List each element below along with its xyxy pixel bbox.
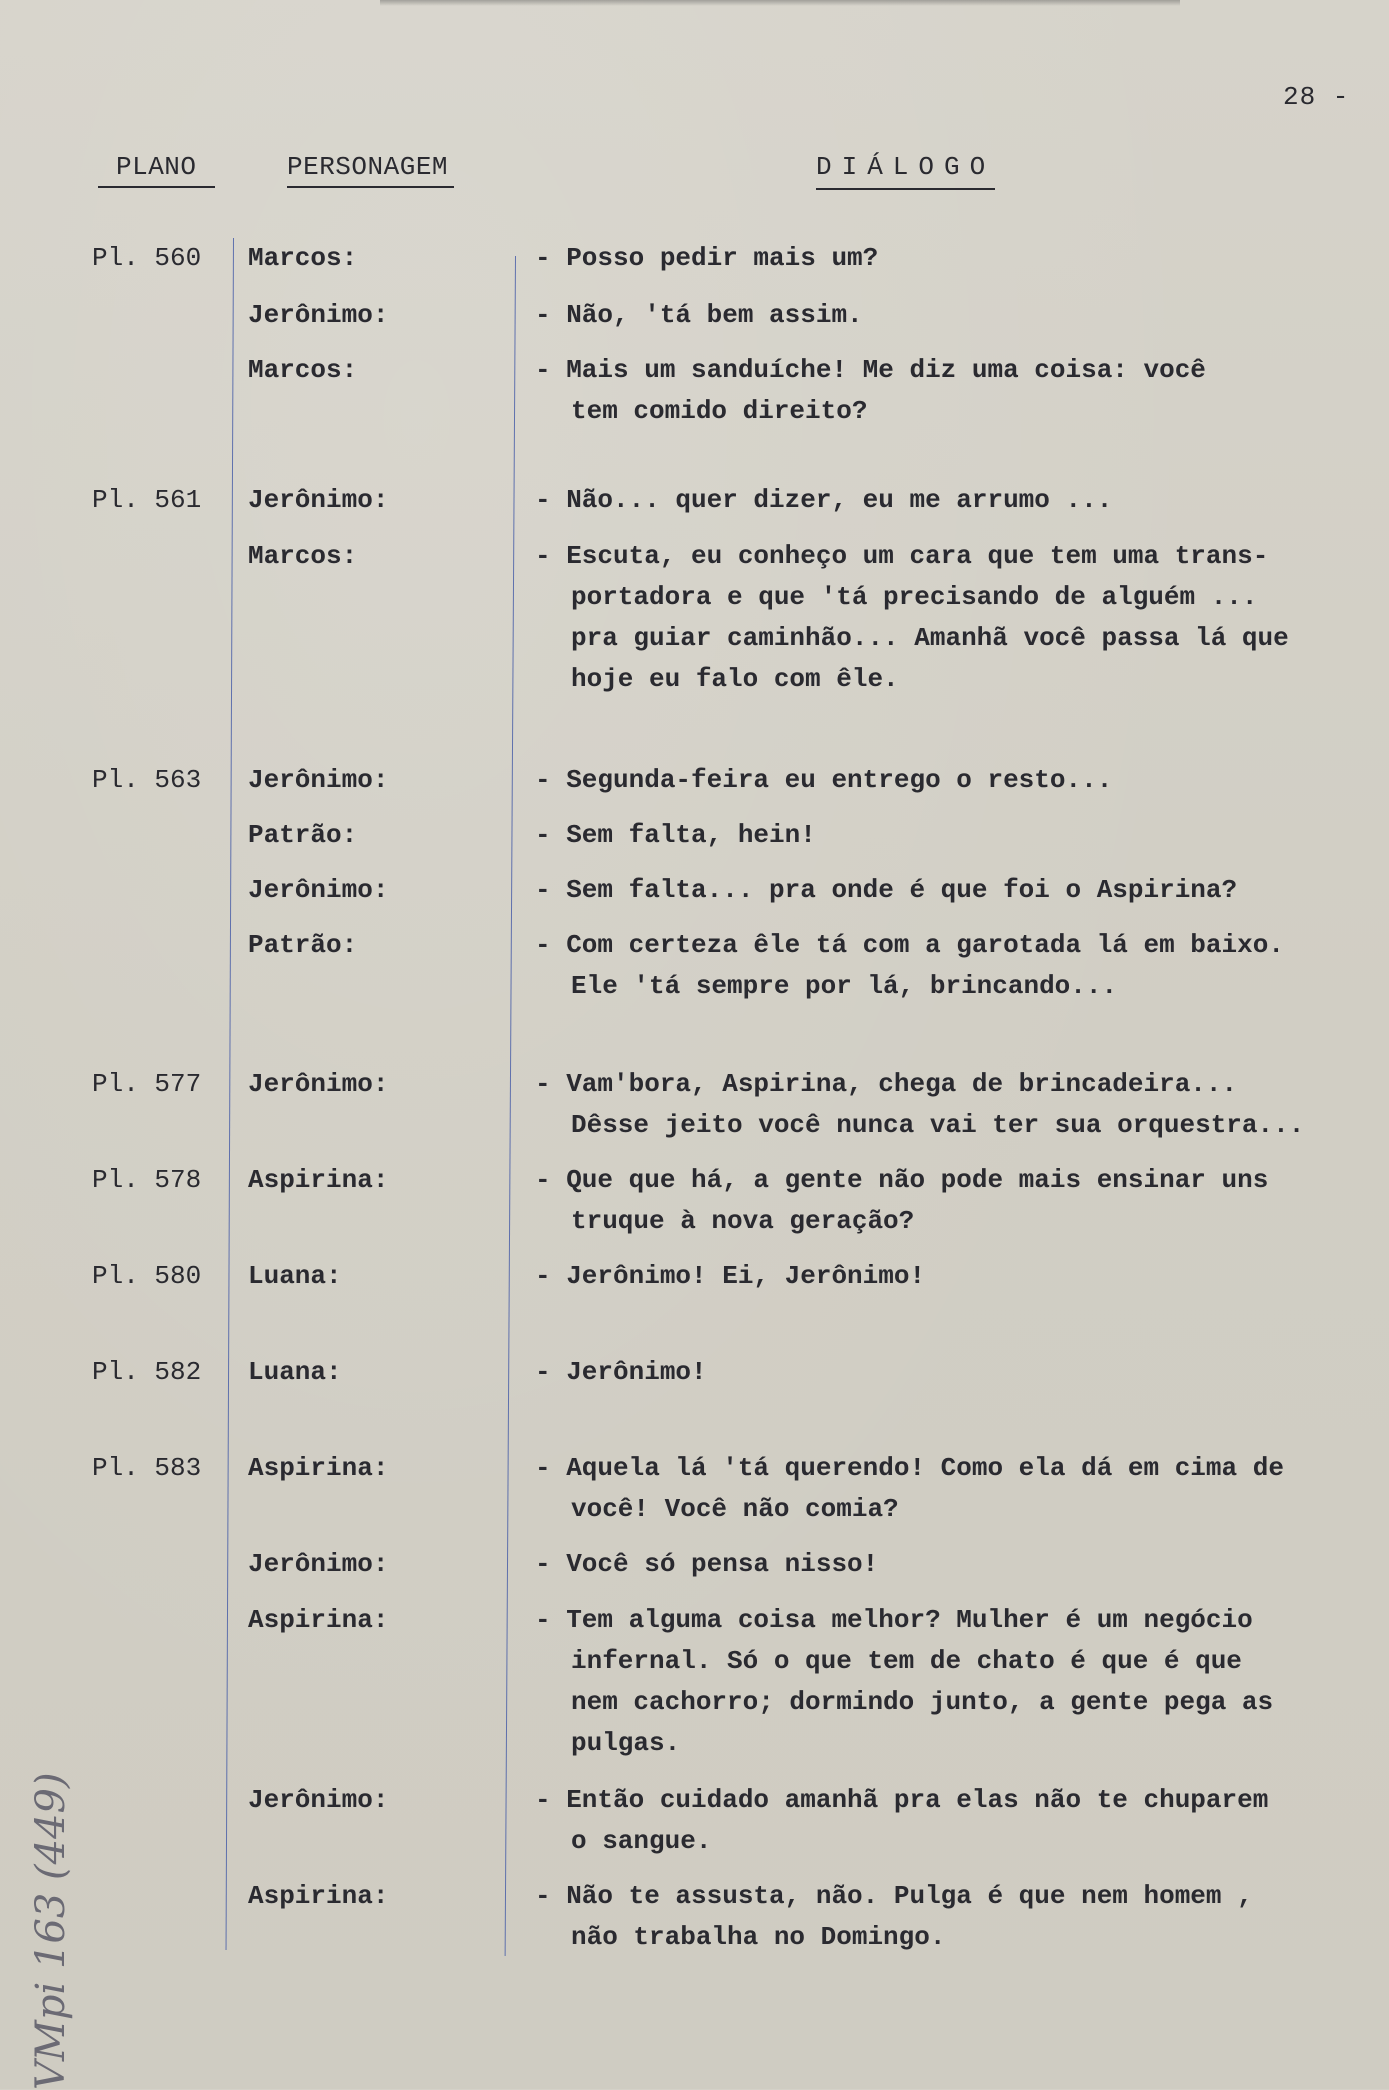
dialogue-line: - Jerônimo!: [535, 1357, 707, 1387]
dialogue-line: pulgas.: [571, 1728, 681, 1758]
dialogue-line: - Então cuidado amanhã pra elas não te chuparem: [535, 1785, 1269, 1815]
character-name: Marcos:: [248, 541, 358, 571]
dialogue-line: Dêsse jeito você nunca vai ter sua orquestra...: [571, 1110, 1305, 1140]
scan-edge-shadow: [380, 0, 1180, 6]
character-name: Jerônimo:: [248, 765, 389, 795]
plano-number: Pl. 560: [92, 243, 202, 273]
handwritten-archive-note: VMpi 163 (449): [28, 1772, 74, 2090]
dialogue-line: - Não, 'tá bem assim.: [535, 300, 863, 330]
dialogue-line: - Escuta, eu conheço um cara que tem uma trans-: [535, 541, 1269, 571]
character-name: Aspirina:: [248, 1881, 389, 1911]
character-name: Patrão:: [248, 820, 358, 850]
dialogue-line: não trabalha no Domingo.: [571, 1922, 946, 1952]
dialogue-line: - Jerônimo! Ei, Jerônimo!: [535, 1261, 926, 1291]
plano-number: Pl. 583: [92, 1453, 202, 1483]
plano-number: Pl. 577: [92, 1069, 202, 1099]
header-personagem: PERSONAGEM: [287, 152, 449, 182]
dialogue-line: - Aquela lá 'tá querendo! Como ela dá em cima de: [535, 1453, 1284, 1483]
dialogue-line: - Não... quer dizer, eu me arrumo ...: [535, 485, 1113, 515]
character-name: Jerônimo:: [248, 1069, 389, 1099]
dialogue-line: Ele 'tá sempre por lá, brincando...: [571, 971, 1118, 1001]
dialogue-line: você! Você não comia?: [571, 1494, 899, 1524]
character-name: Jerônimo:: [248, 1785, 389, 1815]
dialogue-line: - Mais um sanduíche! Me diz uma coisa: você: [535, 355, 1206, 385]
character-name: Jerônimo:: [248, 1549, 389, 1579]
character-name: Patrão:: [248, 930, 358, 960]
dialogue-line: - Sem falta, hein!: [535, 820, 816, 850]
plano-number: Pl. 563: [92, 765, 202, 795]
dialogue-line: - Que que há, a gente não pode mais ensinar uns: [535, 1165, 1269, 1195]
dialogue-line: - Vam'bora, Aspirina, chega de brincadeira...: [535, 1069, 1238, 1099]
header-dialogo: DIÁLOGO: [816, 152, 996, 182]
dialogue-line: - Com certeza êle tá com a garotada lá em baixo.: [535, 930, 1284, 960]
character-name: Luana:: [248, 1261, 342, 1291]
character-name: Luana:: [248, 1357, 342, 1387]
dialogue-line: truque à nova geração?: [571, 1206, 915, 1236]
dialogue-line: portadora e que 'tá precisando de alguém ...: [571, 582, 1258, 612]
dialogue-line: nem cachorro; dormindo junto, a gente pega as: [571, 1687, 1274, 1717]
plano-number: Pl. 561: [92, 485, 202, 515]
character-name: Jerônimo:: [248, 485, 389, 515]
character-name: Marcos:: [248, 355, 358, 385]
dialogue-line: - Não te assusta, não. Pulga é que nem homem ,: [535, 1881, 1253, 1911]
dialogue-line: - Posso pedir mais um?: [535, 243, 879, 273]
dialogue-line: tem comido direito?: [571, 396, 868, 426]
dialogue-line: pra guiar caminhão... Amanhã você passa lá que: [571, 623, 1289, 653]
dialogue-line: - Segunda-feira eu entrego o resto...: [535, 765, 1113, 795]
dialogue-line: - Você só pensa nisso!: [535, 1549, 879, 1579]
header-plano: PLANO: [116, 152, 197, 182]
character-name: Aspirina:: [248, 1165, 389, 1195]
character-name: Jerônimo:: [248, 875, 389, 905]
dialogue-line: - Sem falta... pra onde é que foi o Aspirina?: [535, 875, 1238, 905]
character-name: Jerônimo:: [248, 300, 389, 330]
character-name: Marcos:: [248, 243, 358, 273]
character-name: Aspirina:: [248, 1453, 389, 1483]
plano-number: Pl. 578: [92, 1165, 202, 1195]
dialogue-line: infernal. Só o que tem de chato é que é que: [571, 1646, 1242, 1676]
character-name: Aspirina:: [248, 1605, 389, 1635]
dialogue-line: - Tem alguma coisa melhor? Mulher é um negócio: [535, 1605, 1253, 1635]
dialogue-line: hoje eu falo com êle.: [571, 664, 899, 694]
dialogue-line: o sangue.: [571, 1826, 712, 1856]
plano-number: Pl. 582: [92, 1357, 202, 1387]
page-number: 28 -: [1283, 82, 1350, 112]
plano-number: Pl. 580: [92, 1261, 202, 1291]
